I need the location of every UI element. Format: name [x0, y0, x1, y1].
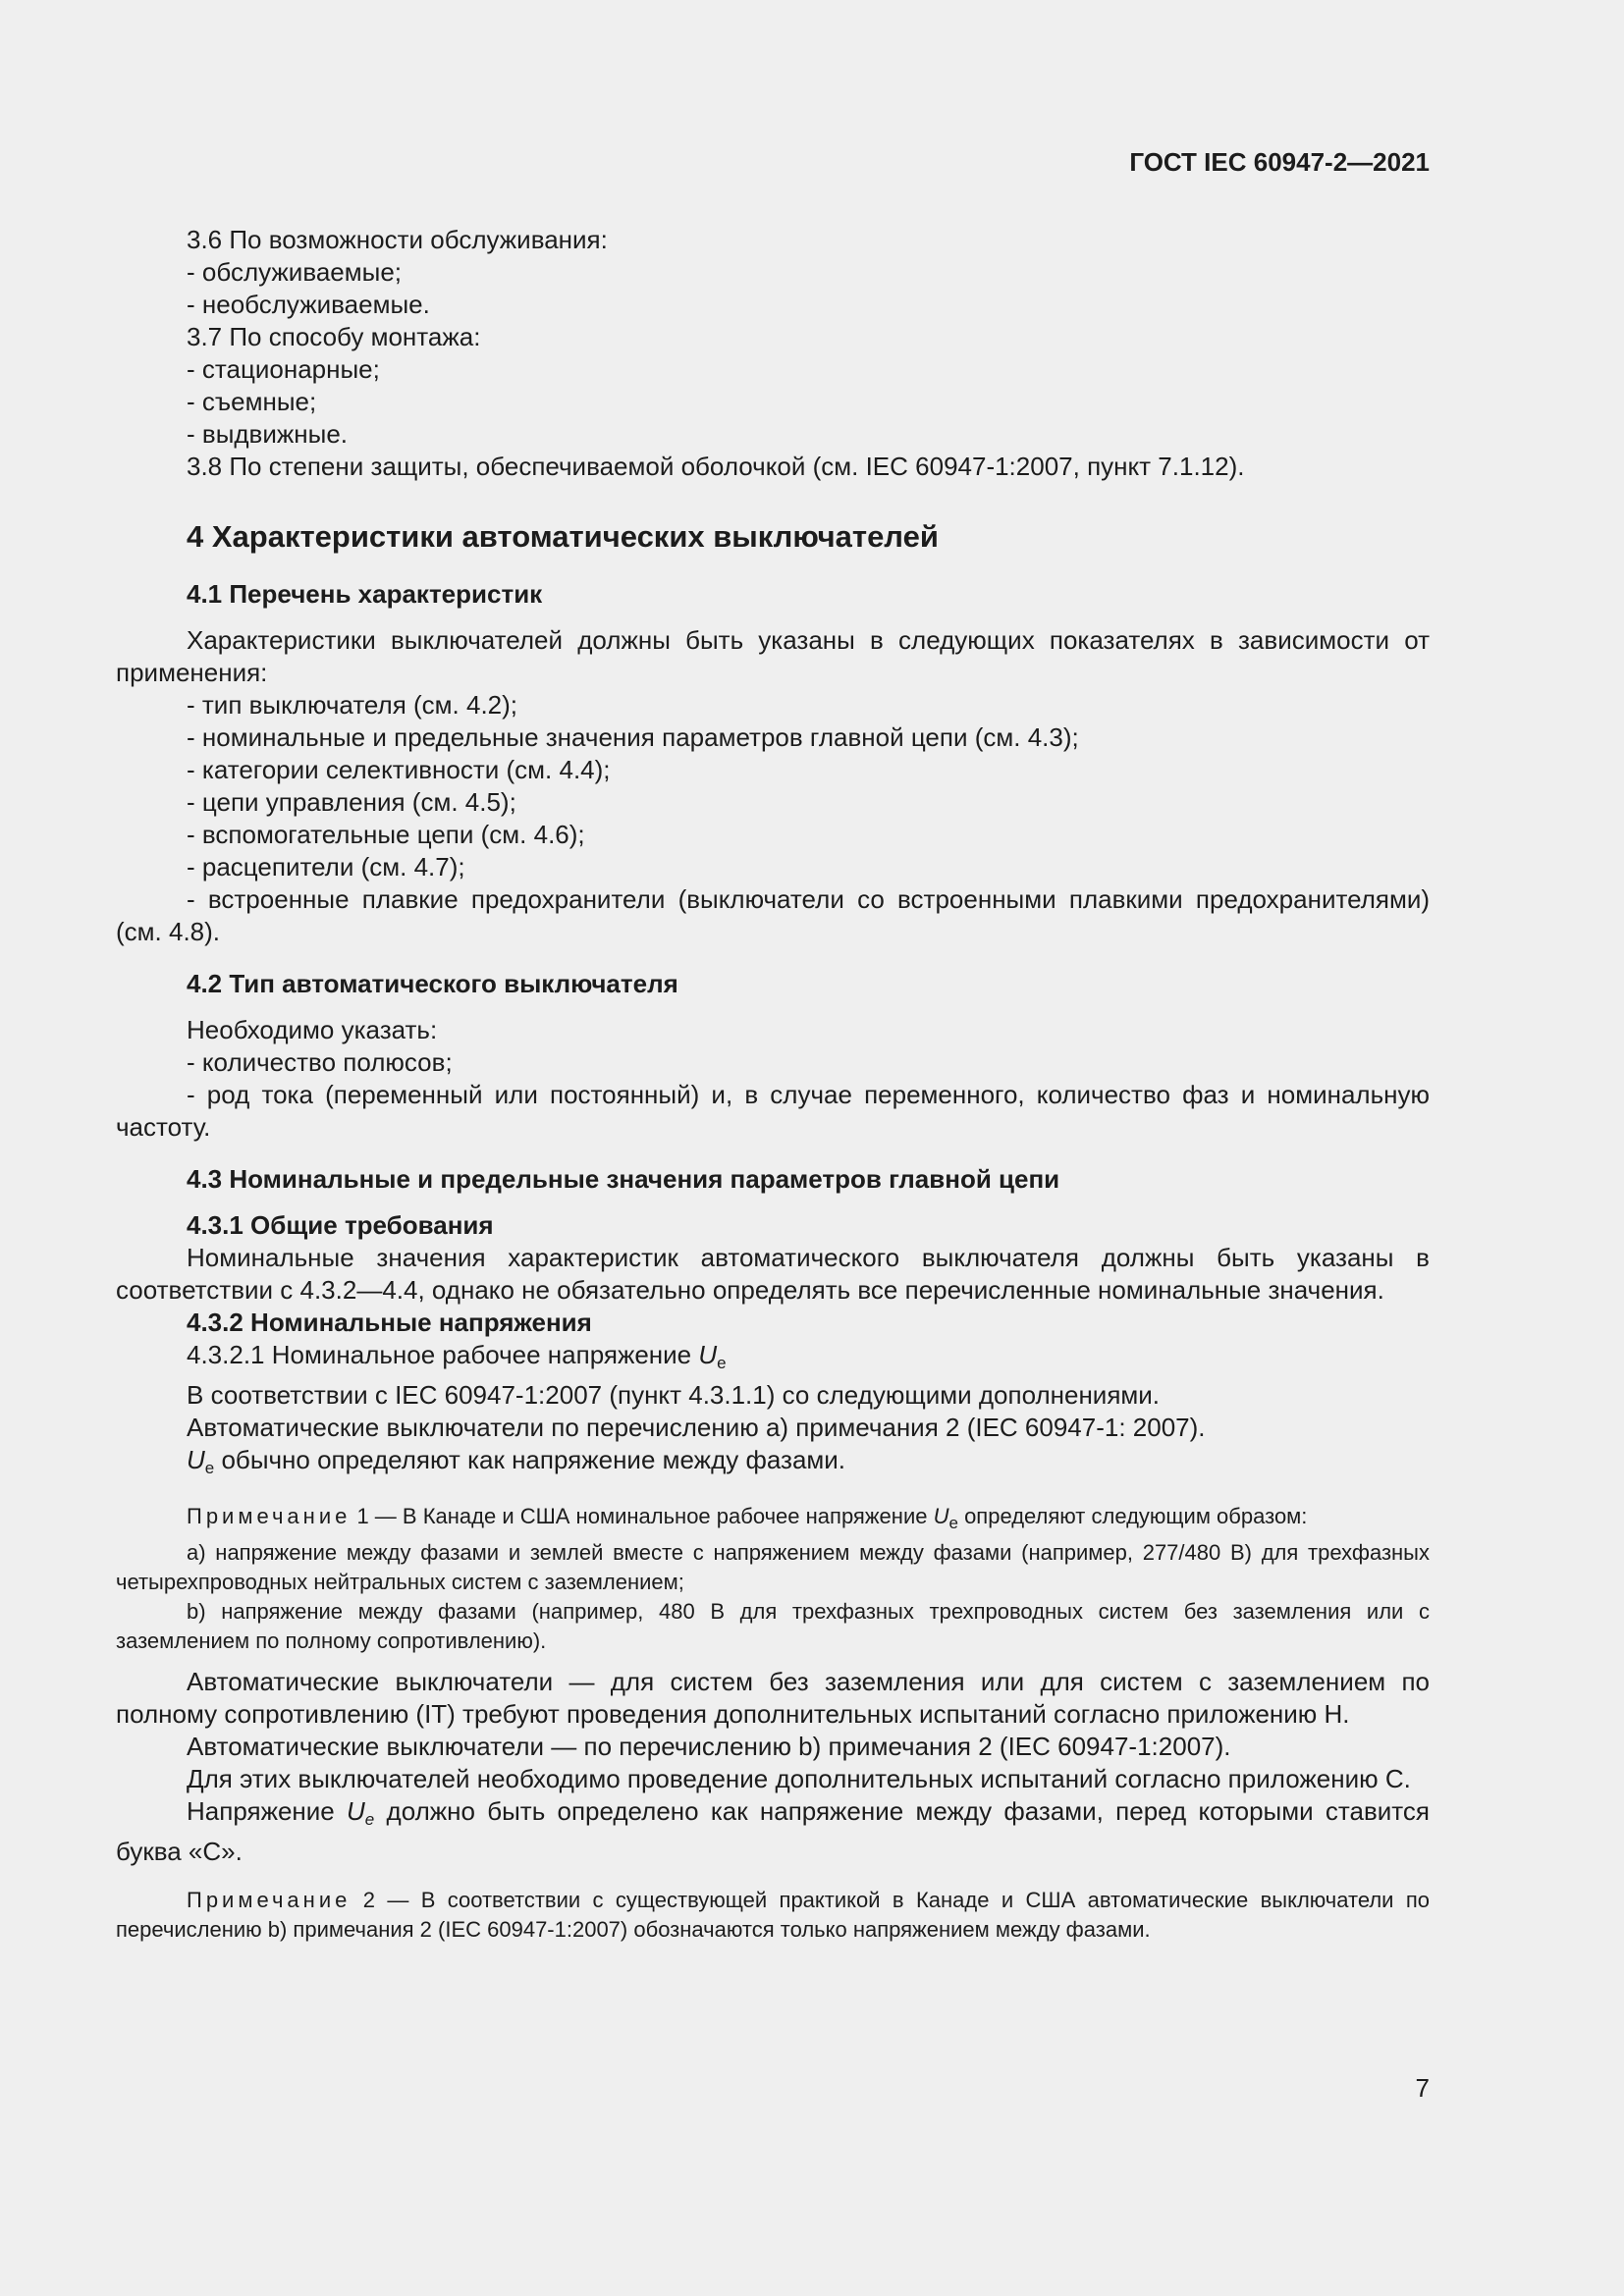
list-item: - род тока (переменный или постоянный) и, в случае переменного, количество фаз и номинальную частоту. — [116, 1080, 1430, 1142]
list-item: - обслуживаемые; — [187, 257, 403, 287]
symbol-subscript: e — [204, 1459, 215, 1477]
paragraph: Номинальные значения характеристик автоматического выключателя должны быть указаны в соответствии с 4.3.2—4.4, однако не обязательно определять все перечисленные номинальные значения. — [116, 1243, 1430, 1305]
note-2-text — [116, 1886, 1430, 1945]
note-label: Примечание — [187, 1504, 352, 1528]
document-header: ГОСТ IEC 60947-2—2021 — [1129, 147, 1430, 177]
text-span: Напряжение — [187, 1796, 348, 1826]
note-label: Примечание — [187, 1888, 352, 1912]
paragraph: В соответствии с IEC 60947-1:2007 (пункт 4.3.1.1) со следующими дополнениями. — [187, 1380, 1161, 1410]
section-heading-4-3-1: 4.3.1 Общие требования — [187, 1210, 494, 1240]
text-span: обычно определяют как напряжение между фазами. — [214, 1445, 846, 1474]
section-heading-4: 4 Характеристики автоматических выключателей — [187, 519, 939, 554]
list-item: - расцепители (см. 4.7); — [187, 852, 465, 881]
symbol-subscript: e — [717, 1354, 727, 1372]
document-body — [116, 224, 1430, 1945]
subsection-4-3-2-1 — [116, 1339, 1430, 1379]
text-span: определяют следующим образом: — [957, 1504, 1308, 1528]
list-item: - стационарные; — [187, 354, 380, 384]
paragraph: Необходимо указать: — [187, 1015, 438, 1044]
section-heading-4-1: 4.1 Перечень характеристик — [187, 579, 543, 609]
list-item: - выдвижные. — [187, 419, 349, 449]
text-span: должно быть определено как напряжение между фазами, перед которыми ставится буква «С». — [116, 1796, 1430, 1866]
paragraph — [116, 1795, 1430, 1868]
list-item: - необслуживаемые. — [187, 290, 430, 319]
text-span: 1 — В Канаде и США номинальное рабочее напряжение — [351, 1504, 934, 1528]
text-span: 2 — В соответствии с существующей практикой в Канаде и США автоматические выключатели по перечислению b) примечания 2 (IEC 60947-1:2007) обозначаются только напряжением между фазами. — [116, 1888, 1430, 1942]
symbol-subscript: e — [364, 1810, 375, 1829]
paragraph: Для этих выключателей необходимо проведение дополнительных испытаний согласно приложению С. — [187, 1764, 1411, 1793]
paragraph: Автоматические выключатели — по перечислению b) примечания 2 (IEC 60947-1:2007). — [187, 1732, 1231, 1761]
note-2 — [116, 1886, 1430, 1945]
section-heading-4-3: 4.3 Номинальные и предельные значения параметров главной цепи — [187, 1164, 1060, 1194]
symbol-u: U — [187, 1445, 205, 1474]
symbol-subscript: e — [948, 1514, 958, 1532]
text-line: 3.8 По степени защиты, обеспечиваемой оболочкой (см. IEC 60947-1:2007, пункт 7.1.12). — [187, 452, 1245, 481]
note-1-text — [116, 1502, 1430, 1538]
list-item: - вспомогательные цепи (см. 4.6); — [187, 820, 585, 849]
list-item: - количество полюсов; — [187, 1047, 453, 1077]
list-item: - съемные; — [187, 387, 317, 416]
note-1 — [116, 1502, 1430, 1656]
paragraph: Автоматические выключатели — для систем без заземления или для систем с заземлением по полному сопротивлению (IT) требуют проведения дополнительных испытаний согласно приложению Н. — [116, 1667, 1430, 1729]
list-item: - номинальные и предельные значения параметров главной цепи (см. 4.3); — [187, 722, 1079, 752]
section-heading-4-3-2: 4.3.2 Номинальные напряжения — [187, 1308, 592, 1337]
paragraph: Автоматические выключатели по перечислению а) примечания 2 (IEC 60947-1: 2007). — [187, 1413, 1206, 1442]
symbol-u: U — [933, 1504, 949, 1528]
section-3-list — [116, 224, 1430, 483]
page-number: 7 — [1415, 2073, 1430, 2103]
section-heading-4-2: 4.2 Тип автоматического выключателя — [187, 969, 678, 998]
text-line: 3.7 По способу монтажа: — [187, 322, 481, 351]
text-span: 4.3.2.1 Номинальное рабочее напряжение — [187, 1340, 699, 1369]
list-item: - встроенные плавкие предохранители (выключатели со встроенными плавкими предохранителями) (см. 4.8). — [116, 884, 1430, 946]
paragraph — [116, 1444, 1430, 1484]
note-item: b) напряжение между фазами (например, 480 В для трехфазных трехпроводных систем без заземления или с заземлением по полному сопротивлению). — [116, 1599, 1430, 1653]
symbol-u: U — [698, 1340, 718, 1369]
list-item: - цепи управления (см. 4.5); — [187, 787, 516, 817]
list-item: - тип выключателя (см. 4.2); — [187, 690, 518, 720]
paragraph: Характеристики выключателей должны быть указаны в следующих показателях в зависимости от применения: — [116, 625, 1430, 687]
list-item: - категории селективности (см. 4.4); — [187, 755, 611, 784]
text-line: 3.6 По возможности обслуживания: — [187, 225, 608, 254]
note-item: а) напряжение между фазами и землей вместе с напряжением между фазами (например, 277/480 В) для трехфазных четырехпроводных нейтральных систем с заземлением; — [116, 1540, 1430, 1594]
symbol-u: U — [347, 1796, 365, 1826]
